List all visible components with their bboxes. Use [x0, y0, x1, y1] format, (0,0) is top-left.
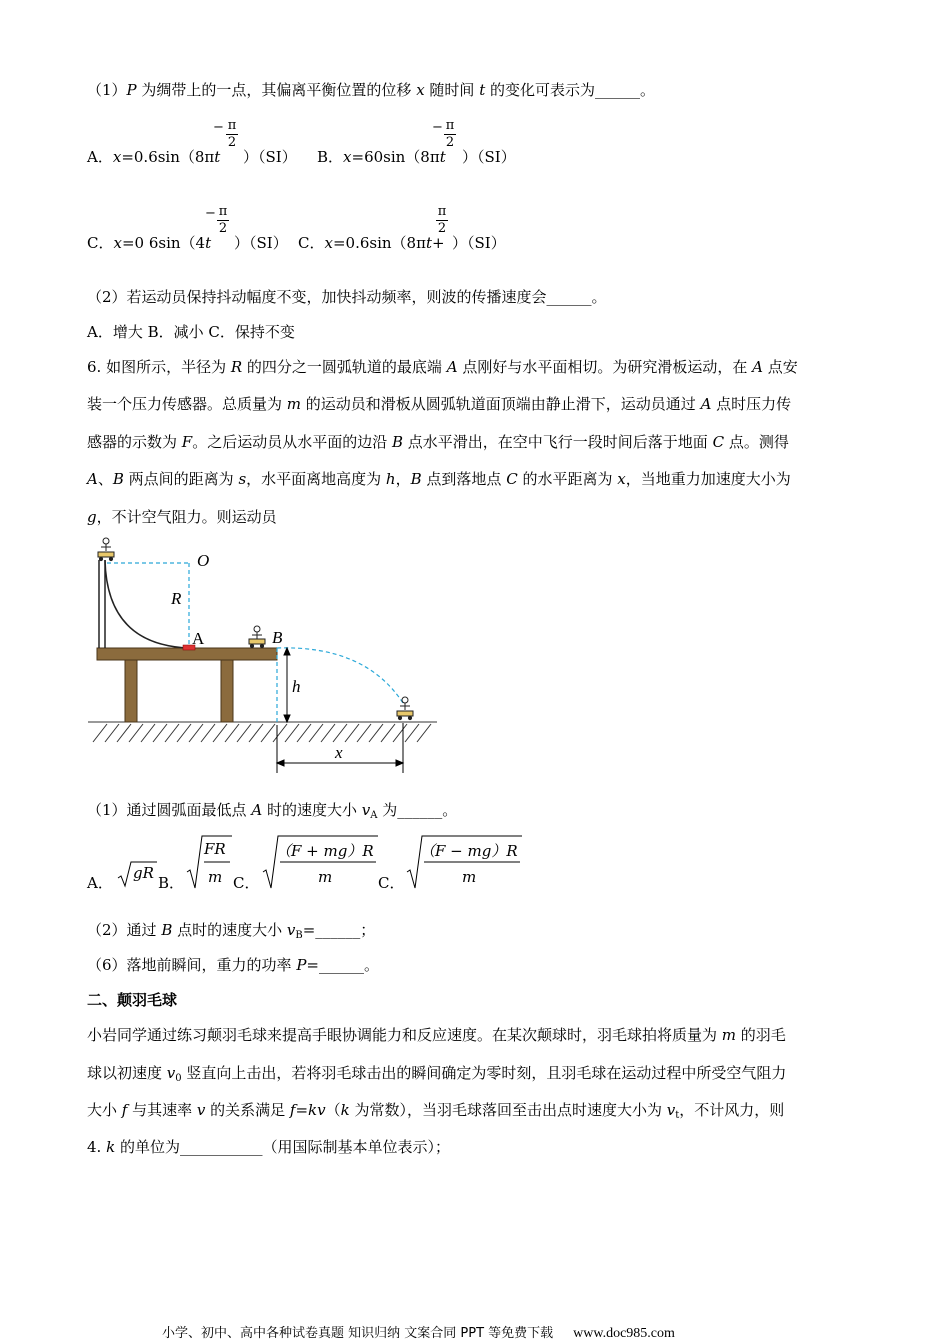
q6-opt-c-num: （F + mg）R: [276, 842, 374, 860]
q6-opt-d-num: （F − mg）R: [420, 842, 518, 860]
q6-opt-d-den: m: [462, 868, 477, 886]
q5-option-c2-tail: ）（SI）: [452, 234, 506, 252]
q6-opt-b-num: FR: [204, 840, 226, 858]
q5-sub1: （1）P 为绸带上的一点，其偏离平衡位置的位移 x 随时间 t 的变化可表示为______。: [87, 81, 656, 99]
q5-option-a-fraction: $\frac{\pi}{2}$: [227, 118, 237, 150]
q6-opt-b-den: m: [208, 868, 223, 886]
sec2-line1: 小岩同学通过练习颠羽毛球来提高手眼协调能力和反应速度。在某次颠球时，羽毛球拍将质量为 m 的羽毛: [87, 1026, 786, 1044]
q6-opt-a-expr: gR: [133, 864, 154, 882]
q6-line3: 感器的示数为 F。之后运动员从水平面的边沿 B 点水平滑出，在空中飞行一段时间后落于地面 C 点。测得: [87, 433, 789, 451]
rider-b: [249, 626, 265, 648]
q6-sub6: （6）落地前瞬间，重力的功率 P=______。: [87, 956, 379, 974]
sec2-line4: 4. k 的单位为___________（用国际制基本单位表示）；: [87, 1138, 450, 1156]
q6-line4: A、B 两点间的距离为 s，水平面离地高度为 h，B 点到落地点 C 的水平距离为 x，当地重力加速度大小为: [87, 470, 791, 488]
q6-line2: 装一个压力传感器。总质量为 m 的运动员和滑板从圆弧轨道面顶端由静止滑下，运动员通过 A 点时压力传: [87, 395, 792, 413]
q5-option-b-sign: −: [432, 120, 443, 135]
label-a: A: [192, 629, 205, 648]
label-h: h: [292, 677, 301, 696]
sec2-line3: 大小 f 与其速率 v 的关系满足 f=kv（k 为常数），当羽毛球落回至击出点时速度大小为 $v_t$，不计风力，则: [87, 1101, 785, 1121]
q5-sub2: （2）若运动员保持抖动幅度不变，加快抖动频率，则波的传播速度会______。: [87, 288, 607, 306]
footer: 小学、初中、高中各种试卷真题 知识归纳 文案合同 PPT 等免费下载 www.doc985.com: [162, 1326, 675, 1341]
q5-option-c1-fraction: $\frac{\pi}{2}$: [218, 204, 228, 236]
q5-option-c2-fraction: $\frac{\pi}{2}$: [437, 204, 447, 236]
q5-option-c1-sign: −: [205, 206, 216, 221]
q6-opt-c-den: m: [318, 868, 333, 886]
label-b: B: [272, 628, 283, 647]
q6-line1: 6. 如图所示，半径为 R 的四分之一圆弧轨道的最底端 A 点刚好与水平面相切。为研究滑板运动，在 A 点安: [87, 358, 798, 376]
q5-option-c1-tail: ）（SI）: [234, 234, 288, 252]
rider-c: [397, 697, 413, 720]
label-r: R: [171, 589, 182, 608]
q6-opt-b-label: B．: [158, 874, 185, 892]
footer-url[interactable]: www.doc985.com: [573, 1326, 675, 1341]
q5-option-c2: C．x=0.6sin（8πt+: [298, 234, 445, 252]
q6-opt-d-label: C．: [378, 874, 405, 892]
q6-opt-a-label: A．: [87, 874, 113, 892]
q6-opt-c-label: C．: [233, 874, 260, 892]
section-heading: 二、颠羽毛球: [87, 991, 178, 1009]
q5-option-b: B．x=60sin（8πt: [317, 148, 446, 166]
q5-option-a: A．x=0.6sin（8πt: [87, 148, 221, 166]
rider-top: [98, 538, 114, 561]
q6-line5: g，不计空气阻力。则运动员: [87, 508, 277, 526]
q6-sub2: （2）通过 B 点时的速度大小 $v_B=\_\_\_\_\_\_$；: [87, 921, 376, 941]
platform: [97, 648, 277, 722]
ground: [88, 722, 437, 742]
q6-sub1: （1）通过圆弧面最低点 A 时的速度大小 $v_A$ 为______。: [87, 801, 458, 821]
dimension-h: [284, 648, 290, 722]
q5-option-c1: C．x=0 6sin（4t: [87, 234, 212, 252]
q5-option-a-tail: ）（SI）: [243, 148, 297, 166]
q5-option-b-tail: ）（SI）: [462, 148, 516, 166]
sec2-line2: 球以初速度 $v_0$ 竖直向上击出，若将羽毛球击出的瞬间确定为零时刻，且羽毛球在运动过程中所受空气阻力: [87, 1064, 787, 1084]
q5-sub2-options: A．增大 B．减小 C．保持不变: [87, 323, 295, 341]
skateboard-diagram: [85, 535, 445, 775]
q5-option-b-fraction: $\frac{\pi}{2}$: [445, 118, 455, 150]
label-o: O: [197, 551, 210, 570]
q5-option-a-sign: −: [213, 120, 224, 135]
label-x: x: [335, 743, 343, 762]
